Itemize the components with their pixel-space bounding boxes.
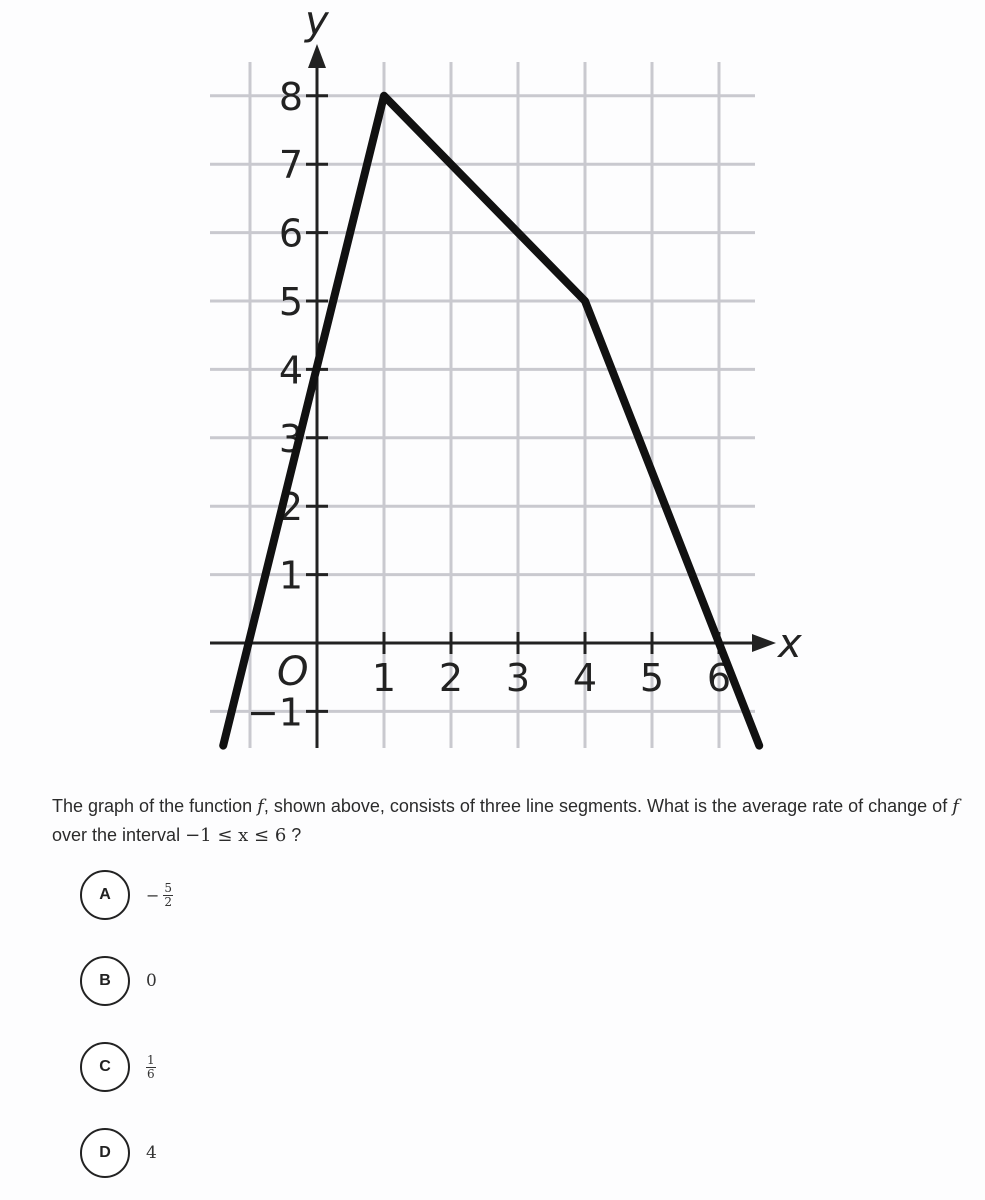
function-symbol: f [257,796,264,817]
y-tick-label: 8 [278,74,303,119]
origin-label: O [277,649,309,695]
x-axis-label: x [778,621,802,667]
function-symbol: f [952,796,959,817]
choice-value: 4 [146,1143,157,1163]
question-text: The graph of the function f, shown above, consists of three line segments. What is the average rate of change of f over the interval −1 ≤ x ≤ 6 ? [52,796,959,846]
interval-expression: −1 ≤ x ≤ 6 [185,825,287,846]
y-tick-label: 5 [278,280,303,324]
x-tick-label: 2 [438,656,464,700]
y-tick-label: 6 [278,211,303,256]
choice-letter[interactable]: D [80,1128,130,1178]
y-tick-label: 1 [278,553,303,598]
y-tick-label: 7 [278,143,303,188]
choice-value: 0 [146,971,157,991]
x-tick-label: 3 [505,656,531,700]
y-axis-label: y [305,0,329,44]
choice-letter[interactable]: B [80,956,130,1006]
y-axis-arrow [308,44,326,68]
choice-letter[interactable]: C [80,1042,130,1092]
choice-letter[interactable]: A [80,870,130,920]
y-tick-label: −1 [246,690,303,735]
y-tick-label: 3 [278,416,303,461]
choice-value: − $\frac{5}{2}$ [146,880,173,909]
choice-value: $\frac{1}{6}$ [147,1052,155,1081]
x-tick-label: 1 [371,656,397,700]
choice-c[interactable] [80,1042,156,1092]
x-tick-label: 6 [706,656,732,700]
y-tick-label: 4 [278,348,303,393]
y-tick-label: 2 [278,485,303,530]
choice-d[interactable] [80,1128,157,1178]
x-tick-label: 5 [639,656,665,700]
x-axis-arrow [752,634,776,652]
choice-a[interactable] [80,870,173,920]
x-tick-label: 4 [572,656,598,700]
choice-b[interactable] [80,956,157,1006]
